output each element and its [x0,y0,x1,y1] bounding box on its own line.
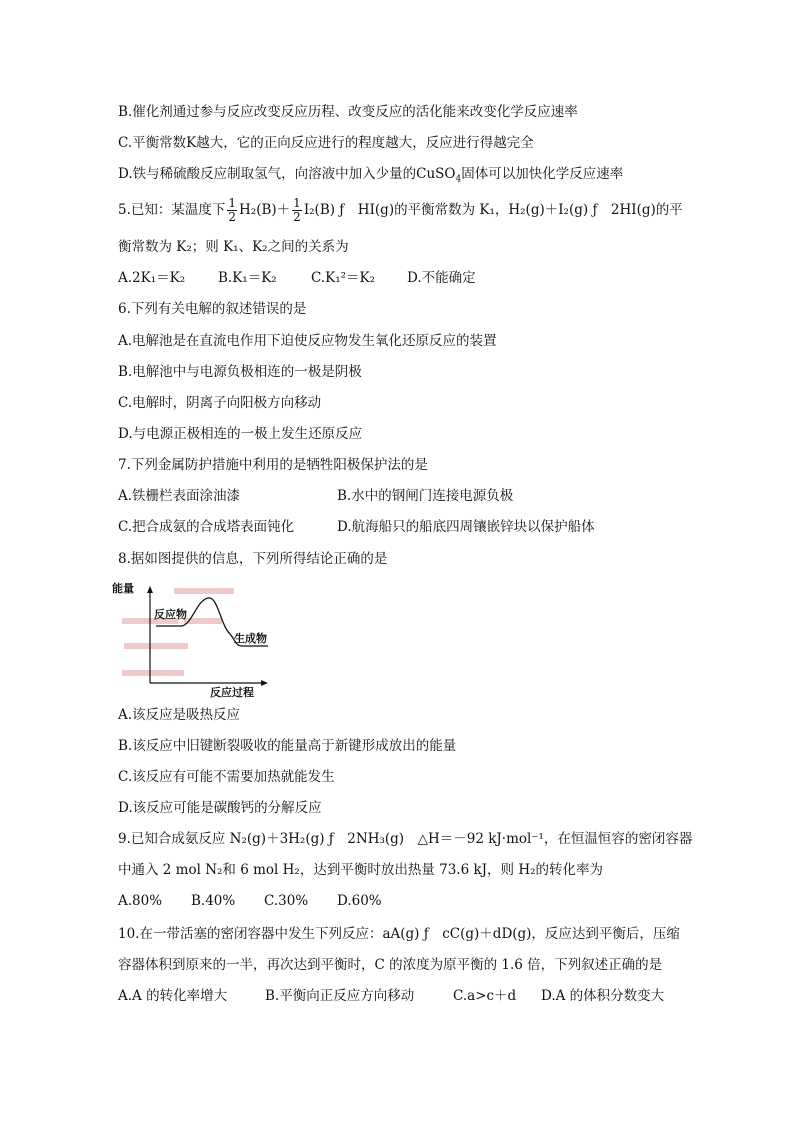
q6-option-c: C.电解时，阴离子向阳极方向移动 [118,395,322,411]
q7-option-b: B.水中的钢闸门连接电源负极 [337,488,514,504]
q10-option-b: B.平衡向正反应方向移动 [265,988,415,1004]
q8-stem: 8.据如图提供的信息，下列所得结论正确的是 [118,551,388,567]
q4-option-c: C.平衡常数K越大，它的正向反应进行的程度越大，反应进行得越完全 [118,135,534,151]
x-axis-label: 反应过程 [210,686,254,698]
q4-d-pre: D.铁与稀硫酸反应制取氢气，向溶液中加入少量的CuSO [118,166,456,182]
q8-option-b: B.该反应中旧键断裂吸收的能量高于新键形成放出的能量 [118,738,457,754]
q10-options [118,987,664,1005]
q9-option-d: D.60% [337,893,382,909]
q9-options [118,892,382,910]
q9-stem-line2: 中通入 2 mol N₂和 6 mol H₂，达到平衡时放出热量 73.6 kJ，则 H₂的转化率为 [118,862,604,878]
frac-num: 1 [293,196,301,210]
q10-stem-line1: 10.在一带活塞的密闭容器中发生下列反应：aA(g) ƒ cC(g)＋dD(g)，反应达到平衡后，压缩 [118,926,680,942]
q7-options-row2 [118,518,595,536]
frac-den: 2 [293,210,301,224]
q5-option-a: A.2K₁＝K₂ [118,270,186,286]
q6-option-b: B.电解池中与电源负极相连的一极是阴极 [118,364,362,380]
y-axis-label: 能量 [112,582,134,595]
q9-stem-line1: 9.已知合成氨反应 N₂(g)＋3H₂(g) ƒ 2NH₃(g) △H＝－92 kJ·mol⁻¹，在恒温恒容的密闭容器 [118,831,693,847]
q5-option-c: C.K₁²＝K₂ [311,270,376,286]
q8-option-d: D.该反应可能是碳酸钙的分解反应 [118,800,322,816]
energy-diagram [112,580,282,698]
reactant-label: 反应物 [154,608,187,621]
q5-fraction-1 [227,197,237,224]
q9-option-a: A.80% [118,893,163,909]
q5-fraction-2 [292,197,302,224]
q6-stem: 6.下列有关电解的叙述错误的是 [118,301,307,317]
q10-option-a: A.A 的转化率增大 [118,988,228,1004]
q4-option-d [118,165,623,189]
q6-option-d: D.与电源正极相连的一极上发生还原反应 [118,426,363,442]
q7-options-row1 [118,487,513,505]
q5-stem-line2: 衡常数为 K₂；则 K₁、K₂之间的关系为 [118,239,349,255]
q9-option-b: B.40% [191,893,236,909]
q5-options [118,269,476,287]
q10-stem-line2: 容器体积到原来的一半，再次达到平衡时，C 的浓度为原平衡的 1.6 倍，下列叙述正确的是 [118,957,663,973]
q7-option-a: A.铁栅栏表面涂油漆 [118,488,241,504]
q8-option-c: C.该反应有可能不需要加热就能发生 [118,769,335,785]
q5-text-a: 5.已知：某温度下 [118,202,226,218]
q5-text-c: I₂(B) ƒ HI(g)的平衡常数为 K₁，H₂(g)＋I₂(g) ƒ 2HI(g)的平 [303,202,683,218]
q7-stem: 7.下列金属防护措施中利用的是牺牲阳极保护法的是 [118,457,428,473]
q9-option-c: C.30% [264,893,309,909]
q7-option-c: C.把合成氨的合成塔表面钝化 [118,519,295,535]
frac-num: 1 [228,196,237,210]
q5-option-d: D.不能确定 [407,270,476,286]
y-axis-arrow [147,586,153,593]
q10-option-d: D.A 的体积分数变大 [541,988,665,1004]
q4-option-b: B.催化剂通过参与反应改变反应历程、改变反应的活化能来改变化学反应速率 [118,104,578,120]
product-label: 生成物 [234,632,267,645]
q6-option-a: A.电解池是在直流电作用下迫使反应物发生氧化还原反应的装置 [118,333,497,349]
x-axis-arrow [261,680,268,686]
watermark-artifact [122,588,234,676]
q10-option-c: C.a>c＋d [453,988,517,1004]
q5-stem-line1 [118,195,683,225]
q4-d-post: 固体可以加快化学反应速率 [461,166,624,182]
q5-option-b: B.K₁＝K₂ [218,270,277,286]
q8-option-a: A.该反应是吸热反应 [118,707,241,723]
q4-d-sub: 4 [455,174,462,185]
frac-den: 2 [228,210,237,224]
q7-option-d: D.航海船只的船底四周镶嵌锌块以保护船体 [337,519,595,535]
q5-text-b: H₂(B)＋ [239,202,291,218]
